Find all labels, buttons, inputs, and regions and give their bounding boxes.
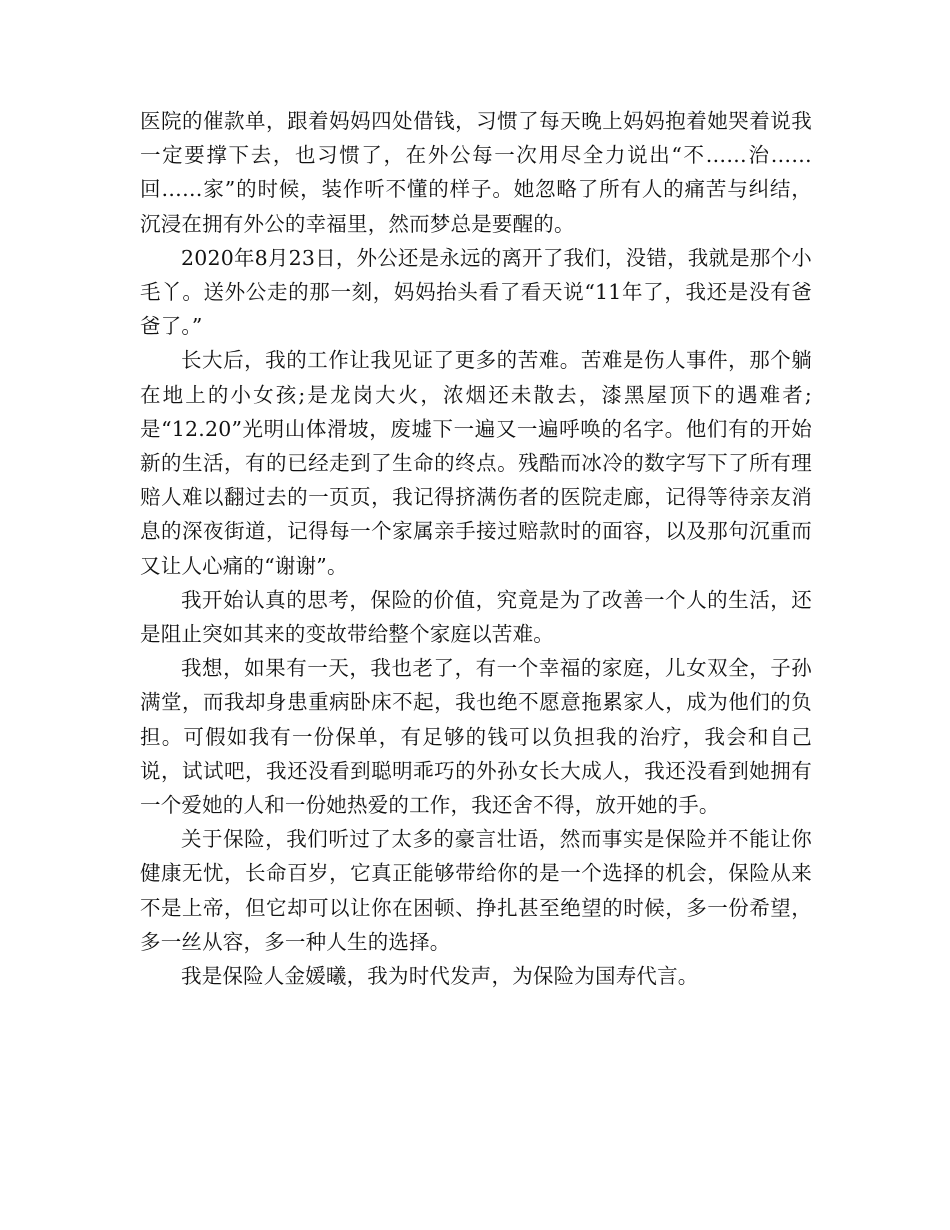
paragraph-6: 关于保险，我们听过了太多的豪言壮语，然而事实是保险并不能让你健康无忧，长命百岁，它真正能够带给你的是一个选择的机会，保险从来不是上帝，但它却可以让你在困顿、挣扎甚至绝望的时候，多一份希望，多一丝从容，多一种人生的选择。 <box>140 827 812 954</box>
paragraph-3: 长大后，我的工作让我见证了更多的苦难。苦难是伤人事件，那个躺在地上的小女孩;是龙岗大火，浓烟还未散去，漆黑屋顶下的遇难者;是“12.20”光明山体滑坡，废墟下一遍又一遍呼唤的名字。他们有的开始新的生活，有的已经走到了生命的终点。残酷而冰冷的数字写下了所有理赔人难以翻过去的一页页，我记得挤满伤者的医院走廊，记得等待亲友消息的深夜街道，记得每一个家属亲手接过赔款时的面容，以及那句沉重而又让人心痛的“谢谢”。 <box>140 348 812 578</box>
paragraph-4: 我开始认真的思考，保险的价值，究竟是为了改善一个人的生活，还是阻止突如其来的变故带给整个家庭以苦难。 <box>140 587 812 647</box>
paragraph-1: 医院的催款单，跟着妈妈四处借钱，习惯了每天晚上妈妈抱着她哭着说我一定要撑下去，也习惯了，在外公每一次用尽全力说出“不……治……回……家”的时候，装作听不懂的样子。她忽略了所有人的痛苦与纠结，沉浸在拥有外公的幸福里，然而梦总是要醒的。 <box>140 109 812 236</box>
paragraph-7: 我是保险人金媛曦，我为时代发声，为保险为国寿代言。 <box>181 964 699 989</box>
document-body <box>140 104 812 993</box>
paragraph-2: 2020年8月23日，外公还是永远的离开了我们，没错，我就是那个小毛丫。送外公走的那一刻，妈妈抬头看了看天说“11年了，我还是没有爸爸了。” <box>140 245 812 339</box>
paragraph-5: 我想，如果有一天，我也老了，有一个幸福的家庭，儿女双全，子孙满堂，而我却身患重病卧床不起，我也绝不愿意拖累家人，成为他们的负担。可假如我有一份保单，有足够的钱可以负担我的治疗，我会和自己说，试试吧，我还没看到聪明乖巧的外孙女长大成人，我还没看到她拥有一个爱她的人和一份她热爱的工作，我还舍不得，放开她的手。 <box>140 656 812 818</box>
